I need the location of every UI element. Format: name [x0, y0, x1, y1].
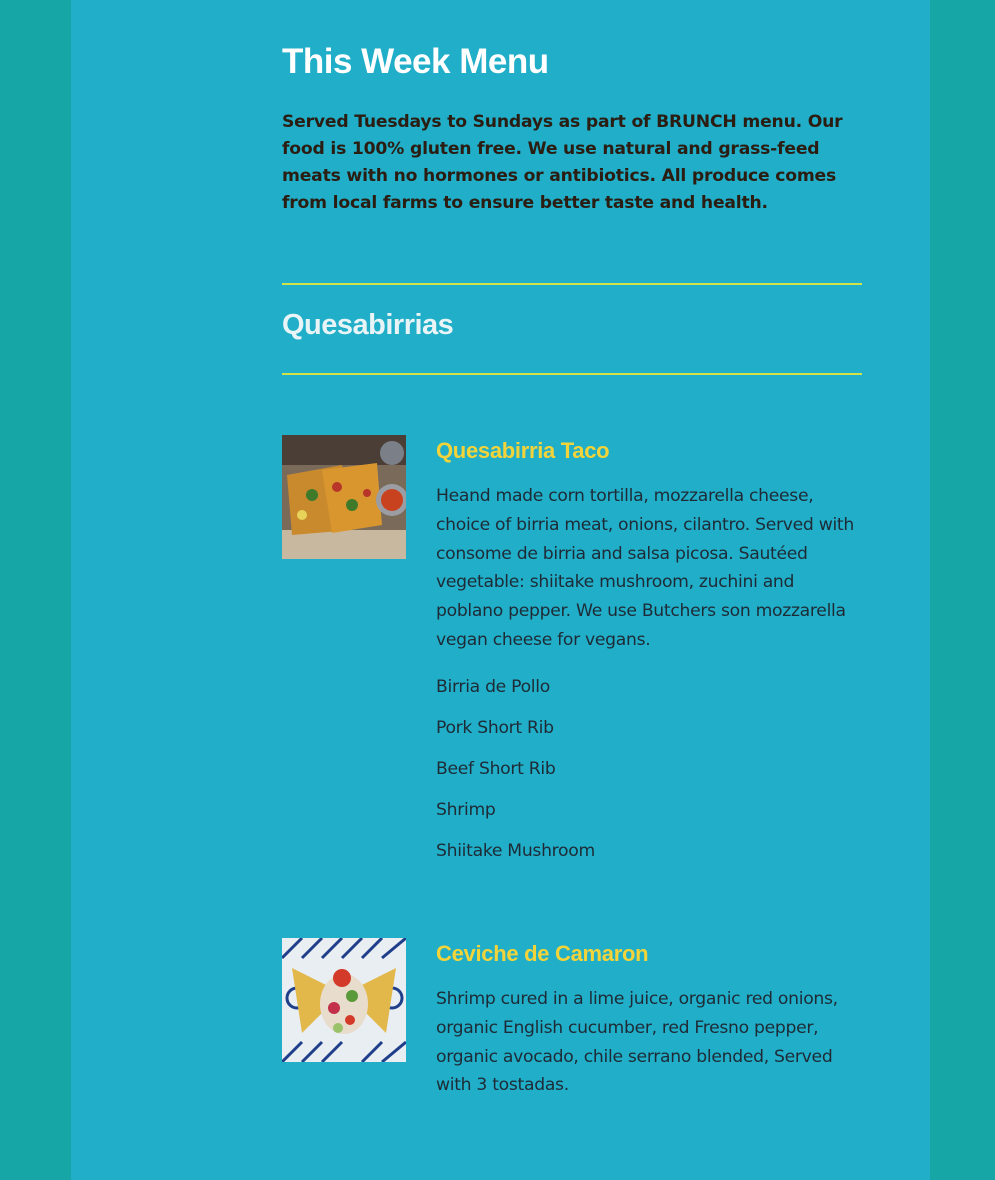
- item-name: Quesabirria Taco: [436, 438, 610, 463]
- menu-panel: [71, 0, 930, 1180]
- menu-title: This Week Menu: [282, 42, 549, 81]
- option-beef-short-rib: Beef Short Rib: [436, 759, 556, 779]
- quesabirria-taco-photo[interactable]: [282, 435, 406, 559]
- ceviche-de-camaron-photo[interactable]: [282, 938, 406, 1062]
- item-name: Ceviche de Camaron: [436, 941, 649, 966]
- menu-intro: Served Tuesdays to Sundays as part of BRUNCH menu. Our food is 100% gluten free. We use natural and grass-feed meats with no hormones or antibiotics. All produce comes from local farms to ensure better taste and health.: [282, 112, 843, 213]
- option-birria-de-pollo: Birria de Pollo: [436, 677, 550, 697]
- section-divider-bottom: [282, 373, 862, 375]
- ceviche-image: [282, 938, 406, 1062]
- next-item-photo[interactable]: [282, 1174, 406, 1180]
- section-title: Quesabirrias: [282, 309, 454, 341]
- tacos-image: [282, 435, 406, 559]
- option-shiitake-mushroom: Shiitake Mushroom: [436, 841, 595, 861]
- item-description: Shrimp cured in a lime juice, organic red onions, organic English cucumber, red Fresno pepper, organic avocado, chile serrano blended, Served with 3 tostadas.: [436, 989, 838, 1096]
- birria-options-list: [436, 672, 595, 877]
- option-pork-short-rib: Pork Short Rib: [436, 718, 554, 738]
- section-divider-top: [282, 283, 862, 285]
- option-shrimp: Shrimp: [436, 800, 496, 820]
- item-description: Heand made corn tortilla, mozzarella cheese, choice of birria meat, onions, cilantro. Served with consome de birria and salsa picosa. Sautéed vegetable: shiitake mushroom, zuchini and poblano pepper. We use Butchers son mozzarella vegan cheese for vegans.: [436, 486, 854, 650]
